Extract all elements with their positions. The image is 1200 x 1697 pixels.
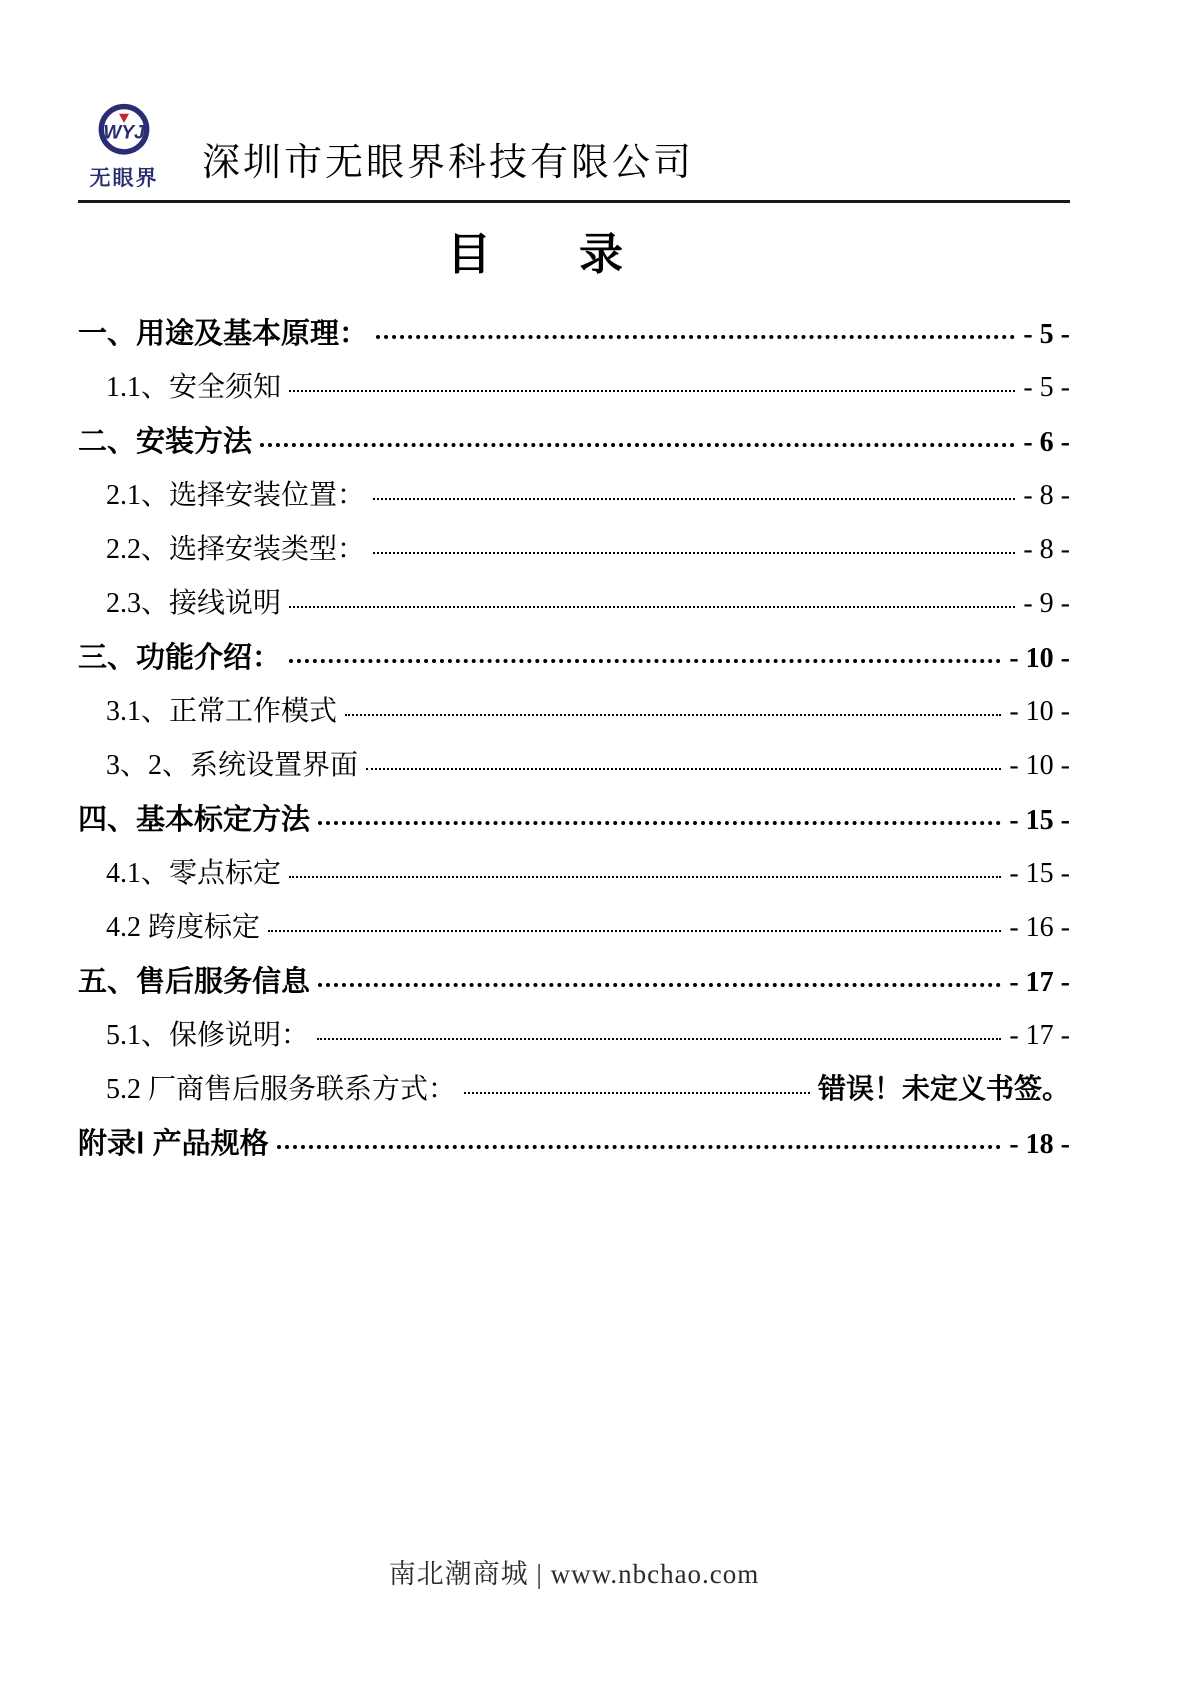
toc-leader-dots — [318, 821, 1001, 825]
document-header — [78, 90, 1070, 203]
toc-entry[interactable] — [78, 743, 1070, 781]
toc-leader-dots — [277, 1145, 1002, 1149]
toc-entry-label: 五、售后服务信息 — [78, 966, 311, 998]
toc-entry[interactable] — [78, 851, 1070, 889]
toc-leader-dots — [464, 1092, 810, 1094]
toc-entry-page: - 17 - — [1009, 1020, 1070, 1051]
toc-entry-label: 1.1、安全须知 — [106, 372, 282, 403]
svg-text:WYJ: WYJ — [103, 122, 145, 144]
toc-entry-label: 一、用途及基本原理： — [78, 318, 369, 350]
toc-entry[interactable] — [78, 1013, 1070, 1051]
toc-entry[interactable] — [78, 581, 1070, 619]
toc-entry-label: 3.1、正常工作模式 — [106, 696, 338, 727]
toc-entry-label: 四、基本标定方法 — [78, 804, 311, 836]
footer-text: 南北潮商城 | www.nbchao.com — [388, 1559, 760, 1589]
toc-entry[interactable] — [78, 311, 1070, 350]
company-name: 深圳市无眼界科技有限公司 — [202, 142, 695, 184]
toc-entry[interactable] — [78, 473, 1070, 511]
toc-entry-page: - 9 - — [1023, 588, 1070, 619]
toc-entry-label: 4.1、零点标定 — [106, 858, 282, 889]
company-logo — [78, 102, 170, 192]
toc-entry-label: 2.3、接线说明 — [106, 588, 282, 619]
toc-leader-dots — [366, 768, 1001, 770]
toc-entry-label: 5.1、保修说明： — [106, 1020, 310, 1051]
toc-entry-page: - 6 - — [1023, 427, 1070, 458]
toc-entry-label: 2.2、选择安装类型： — [106, 534, 366, 565]
toc-entry[interactable] — [78, 365, 1070, 403]
toc-entry-page: - 10 - — [1009, 643, 1070, 674]
toc-entry-page: - 5 - — [1023, 372, 1070, 403]
toc-entry[interactable] — [78, 1067, 1070, 1105]
toc-entry-label: 3、2、系统设置界面 — [106, 750, 359, 781]
toc-entry[interactable] — [78, 959, 1070, 998]
toc-entry-page: - 5 - — [1023, 319, 1070, 350]
toc-leader-dots — [345, 714, 1001, 716]
toc-leader-dots — [289, 390, 1015, 392]
toc-entry-label: 附录Ⅰ 产品规格 — [78, 1128, 269, 1160]
toc-entry-page: 错误！未定义书签。 — [817, 1073, 1070, 1104]
toc-entry-page: - 15 - — [1009, 858, 1070, 889]
wyj-logo-icon — [95, 102, 153, 160]
logo-wordmark: 无眼界 — [89, 167, 159, 190]
toc-list — [78, 311, 1070, 1175]
toc-entry[interactable] — [78, 1121, 1070, 1160]
toc-entry-page: - 15 - — [1009, 805, 1070, 836]
toc-entry-page: - 16 - — [1009, 912, 1070, 943]
toc-entry-label: 三、功能介绍： — [78, 642, 282, 674]
toc-entry[interactable] — [78, 689, 1070, 727]
toc-leader-dots — [373, 498, 1015, 500]
toc-leader-dots — [268, 930, 1001, 932]
toc-entry[interactable] — [78, 905, 1070, 943]
toc-entry-page: - 10 - — [1009, 750, 1070, 781]
toc-entry[interactable] — [78, 419, 1070, 458]
toc-leader-dots — [373, 552, 1015, 554]
toc-entry-page: - 10 - — [1009, 696, 1070, 727]
toc-leader-dots — [289, 606, 1015, 608]
toc-entry-page: - 18 - — [1009, 1129, 1070, 1160]
toc-leader-dots — [317, 1038, 1001, 1040]
toc-leader-dots — [289, 659, 1001, 663]
toc-leader-dots — [260, 443, 1015, 447]
document-footer — [78, 1552, 1070, 1591]
toc-entry[interactable] — [78, 797, 1070, 836]
toc-entry[interactable] — [78, 527, 1070, 565]
toc-entry-label: 4.2 跨度标定 — [106, 912, 261, 943]
toc-leader-dots — [289, 876, 1001, 878]
toc-leader-dots — [376, 335, 1015, 339]
page-title: 目 录 — [447, 230, 623, 279]
toc-entry-label: 二、安装方法 — [78, 426, 253, 458]
toc-entry[interactable] — [78, 635, 1070, 674]
toc-entry-page: - 17 - — [1009, 967, 1070, 998]
toc-entry-page: - 8 - — [1023, 534, 1070, 565]
toc-entry-label: 2.1、选择安装位置： — [106, 480, 366, 511]
toc-entry-label: 5.2 厂商售后服务联系方式： — [106, 1074, 457, 1105]
toc-entry-page: - 8 - — [1023, 480, 1070, 511]
toc-leader-dots — [318, 983, 1001, 987]
